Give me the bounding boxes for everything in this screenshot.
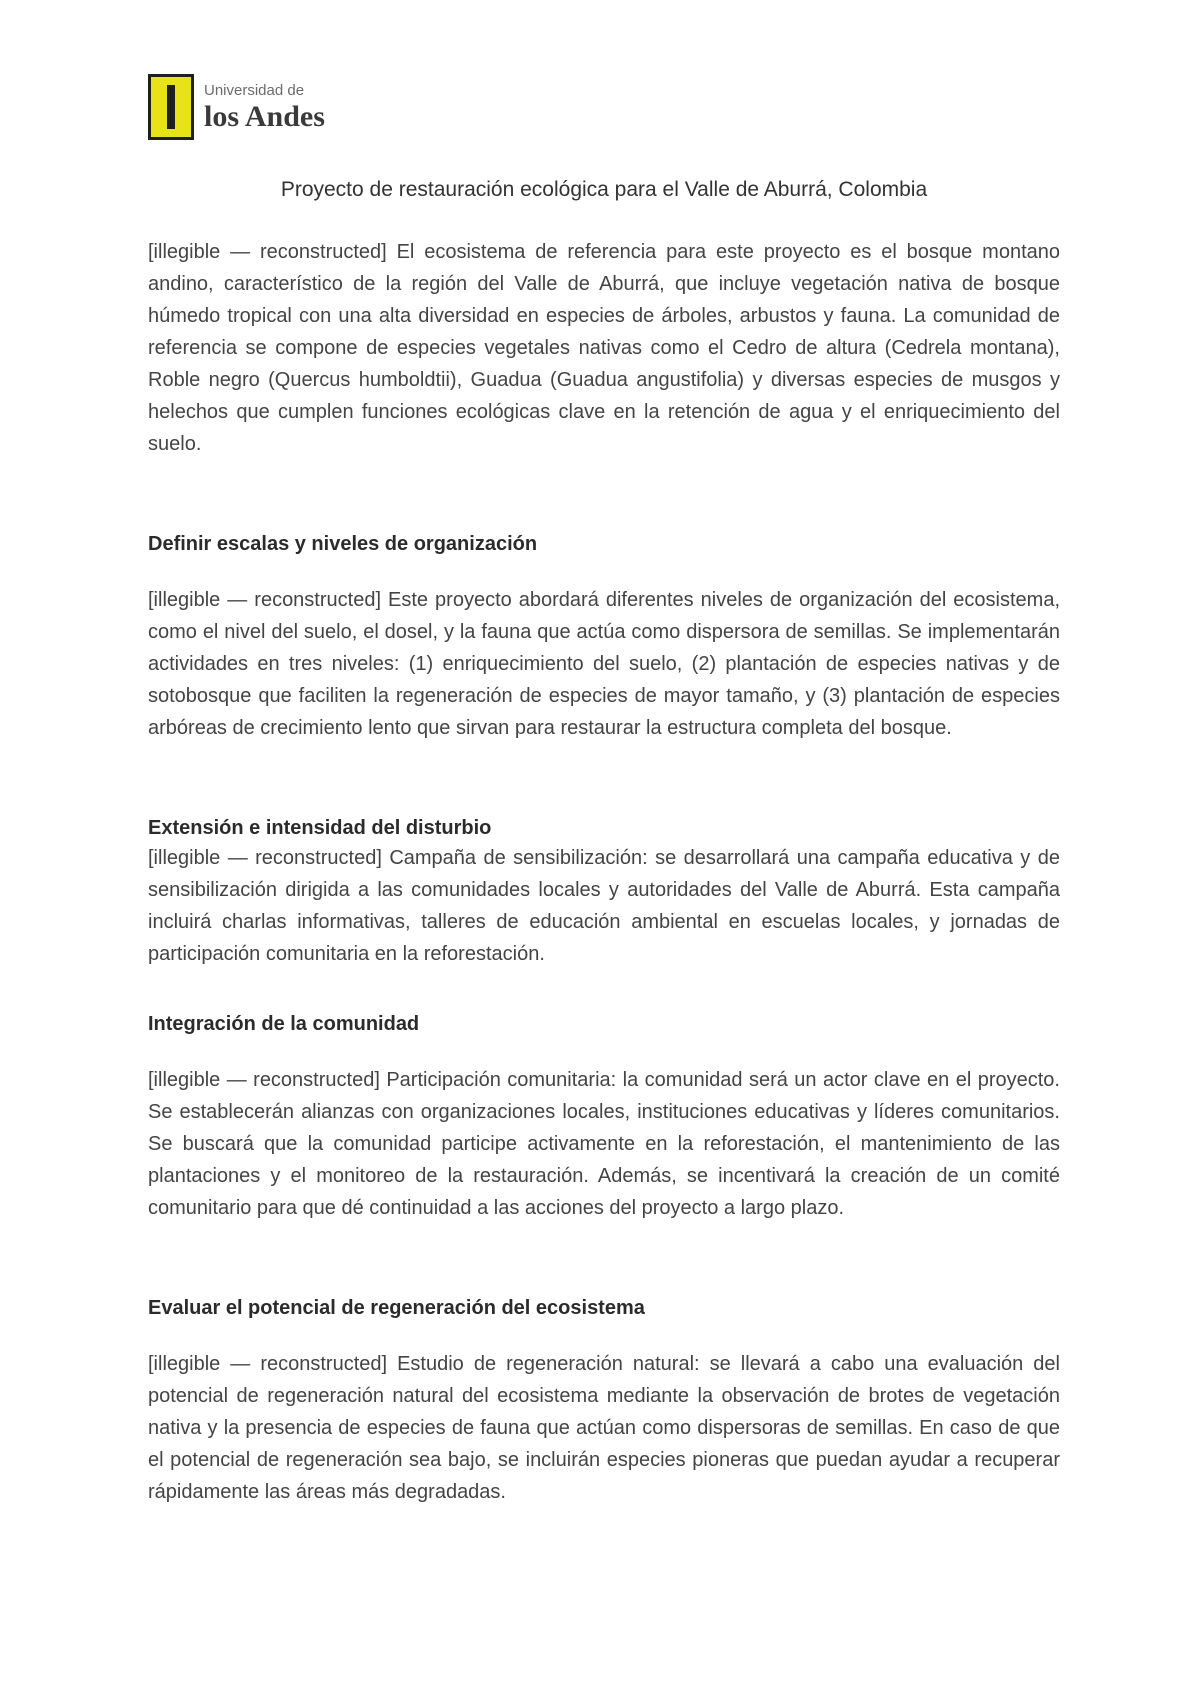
section-heading-regeneration: Evaluar el potencial de regeneración del ecosistema [148, 1297, 645, 1319]
university-logo [148, 72, 366, 142]
section-paragraph-regeneration: [illegible — reconstructed] Estudio de regeneración natural: se llevará a cabo una evaluación del potencial de regeneración natural del ecosistema mediante la observación de brotes de vegetación nativa y la presencia de especies de fauna que actúan como dispersoras de semillas. En caso de que el potencial de regeneración sea bajo, se incluirán especies pioneras que puedan ayudar a recuperar rápidamente las áreas más degradadas. [148, 1353, 1060, 1503]
logo-small-text: Universidad de [204, 81, 305, 99]
logo-wordmark [204, 83, 325, 132]
section-paragraph-disturbance: [illegible — reconstructed] Campaña de sensibilización: se desarrollará una campaña educativa y de sensibilización dirigida a las comunidades locales y autoridades del Valle de Aburrá. Esta campaña incluirá charlas informativas, talleres de educación ambiental en escuelas locales, y jornadas de participación comunitaria en la reforestación. [148, 847, 1060, 965]
section-heading-disturbance: Extensión e intensidad del disturbio [148, 817, 492, 839]
section-paragraph-scales: [illegible — reconstructed] Este proyecto abordará diferentes niveles de organización del ecosistema, como el nivel del suelo, el dosel, y la fauna que actúa como dispersora de semillas. Se implementarán actividades en tres niveles: (1) enriquecimiento del suelo, (2) plantación de especies nativas y de sotobosque que faciliten la regeneración de especies de mayor tamaño, y (3) plantación de especies arbóreas de crecimiento lento que sirvan para restaurar la estructura completa del bosque. [148, 589, 1060, 739]
document-title: Proyecto de restauración ecológica para el Valle de Aburrá, Colombia [280, 178, 928, 201]
section-heading-scales: Definir escalas y niveles de organización [148, 533, 538, 555]
section-paragraph-community: [illegible — reconstructed] Participación comunitaria: la comunidad será un actor clave en el proyecto. Se establecerán alianzas con organizaciones locales, instituciones educativas y líderes comunitarios. Se buscará que la comunidad participe activamente en la reforestación, el mantenimiento de las plantaciones y el monitoreo de la restauración. Además, se incentivará la creación de un comité comunitario para que dé continuidad a las acciones del proyecto a largo plazo. [148, 1069, 1060, 1219]
logo-big-text: los Andes [204, 99, 325, 133]
logo-emblem-icon [148, 74, 194, 140]
section-heading-community: Integración de la comunidad [148, 1013, 420, 1035]
intro-paragraph: [illegible — reconstructed] El ecosistema de referencia para este proyecto es el bosque montano andino, característico de la región del Valle de Aburrá, que incluye vegetación nativa de bosque húmedo tropical con una alta diversidad en especies de árboles, arbustos y fauna. La comunidad de referencia se compone de especies vegetales nativas como el Cedro de altura (Cedrela montana), Roble negro (Quercus humboldtii), Guadua (Guadua angustifolia) y diversas especies de musgos y helechos que cumplen funciones ecológicas clave en la retención de agua y el enriquecimiento del suelo. [148, 241, 1060, 455]
